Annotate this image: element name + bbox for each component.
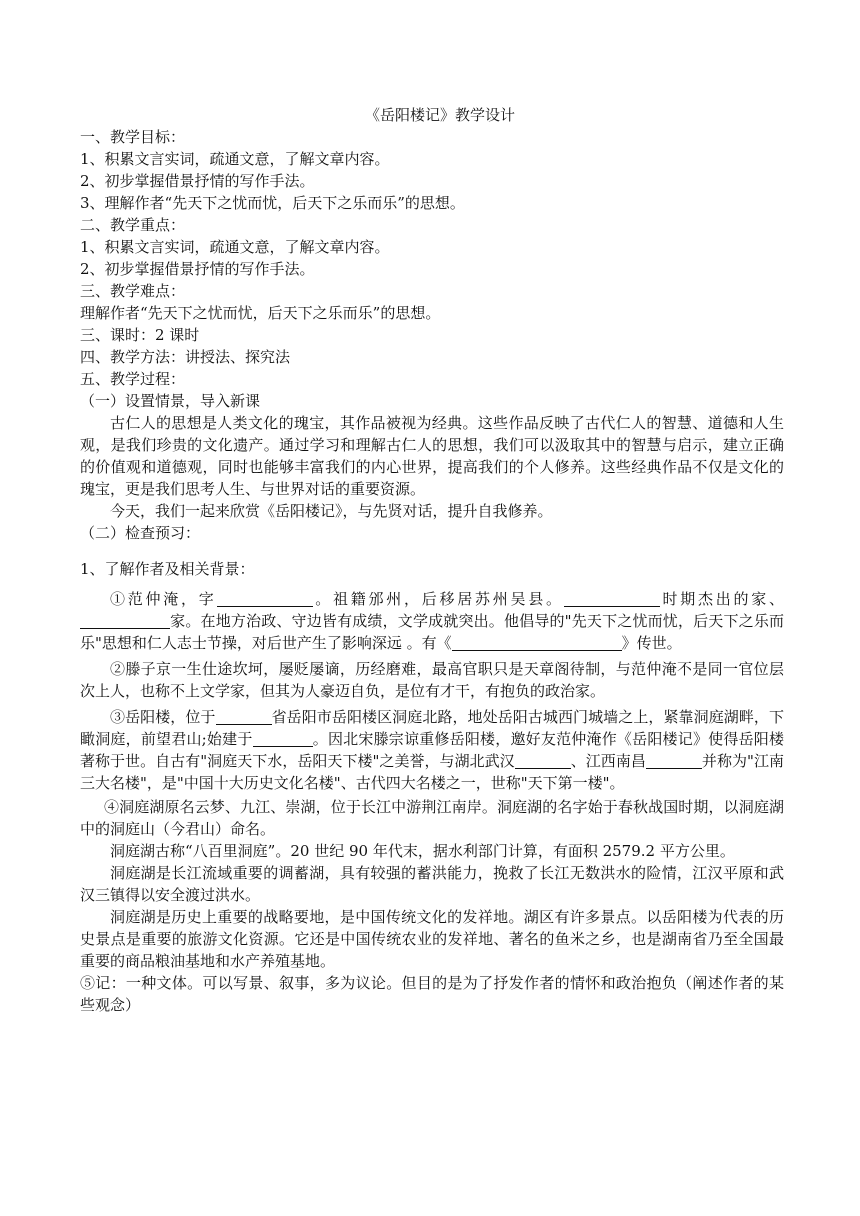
text-span: ①范仲淹，字	[110, 590, 217, 608]
text-span: 、江西南昌	[570, 752, 646, 770]
text-span: 。祖籍邠州，后移居苏州吴县。	[312, 590, 564, 608]
fill-blank[interactable]	[564, 590, 660, 607]
background-heading: 1、了解作者及相关背景：	[80, 560, 255, 578]
section-methods: 四、教学方法：讲授法、探究法	[80, 348, 291, 366]
section-class-hours: 三、课时：2 课时	[80, 326, 200, 344]
section-objectives-heading: 一、教学目标：	[80, 128, 186, 146]
section-process-heading: 五、教学过程：	[80, 370, 186, 388]
fill-blank[interactable]	[80, 612, 170, 629]
text-span: 。因北宋滕宗谅重修岳阳楼，邀好友范仲淹作《岳阳楼记》使得岳阳楼著称于世。自古有"洞庭天下水，岳阳天下楼"之美誉，与湖北武汉	[80, 730, 784, 770]
document-body	[80, 104, 784, 1016]
text-span: 家。在地方治政、守边皆有成绩，文学成就突出。他倡导的"先天下之忧而忧，后天下之乐而乐"思想和仁人志士节操，对后世产生了影响深远 。有《	[80, 612, 784, 652]
dongting-paragraph: 洞庭湖是历史上重要的战略要地，是中国传统文化的发祥地。湖区有许多景点。以岳阳楼为代表的历史景点是重要的旅游文化资源。它还是中国传统农业的发祥地、著名的鱼米之乡，也是湖南省乃至全国最重要的商品粮油基地和水产养殖基地。	[80, 908, 784, 970]
ji-genre-paragraph: ⑤记：一种文体。可以写景、叙事，多为议论。但目的是为了抒发作者的情怀和政治抱负（阐述作者的某些观念）	[80, 974, 784, 1014]
objective-item: 3、理解作者“先天下之忧而忧，后天下之乐而乐”的思想。	[80, 194, 465, 212]
key-point-item: 2、初步掌握借景抒情的写作手法。	[80, 260, 315, 278]
key-point-item: 1、积累文言实词，疏通文意，了解文章内容。	[80, 238, 390, 256]
intro-paragraph: 今天，我们一起来欣赏《岳阳楼记》，与先贤对话，提升自我修养。	[110, 502, 553, 520]
fill-blank[interactable]	[216, 708, 272, 725]
dongting-paragraph: 洞庭湖古称“八百里洞庭”。20 世纪 90 年代末，据水利部门计算，有面积 2579.2 平方公里。	[110, 842, 735, 860]
text-span: 》传世。	[621, 634, 682, 652]
section-key-points-heading: 二、教学重点：	[80, 216, 186, 234]
difficulty-text: 理解作者“先天下之忧而忧，后天下之乐而乐”的思想。	[80, 304, 441, 322]
intro-paragraph: 古仁人的思想是人类文化的瑰宝，其作品被视为经典。这些作品反映了古代仁人的智慧、道德和人生观，是我们珍贵的文化遗产。通过学习和理解古仁人的思想，我们可以汲取其中的智慧与启示，建立正确的价值观和道德观，同时也能够丰富我们的内心世界，提高我们的个人修养。这些经典作品不仅是文化的瑰宝，更是我们思考人生、与世界对话的重要资源。	[80, 414, 784, 498]
text-span: 并称为"江南三大名楼"，是"中国十大历史文化名楼"、古代四大名楼之一，世称"天下第一楼"。	[80, 752, 784, 792]
subsection-preview-heading: （二）检查预习：	[80, 524, 201, 542]
yueyang-tower-paragraph	[80, 706, 784, 794]
objective-item: 2、初步掌握借景抒情的写作手法。	[80, 172, 315, 190]
subsection-intro-heading: （一）设置情景，导入新课	[80, 392, 261, 410]
objective-item: 1、积累文言实词，疏通文意，了解文章内容。	[80, 150, 390, 168]
teng-zijing-paragraph: ②滕子京一生仕途坎坷，屡贬屡谪，历经磨难，最高官职只是天章阁待制，与范仲淹不是同一官位层次上人，也称不上文学家，但其为人豪迈自负，是位有才干，有抱负的政治家。	[80, 660, 784, 700]
fill-blank[interactable]	[217, 590, 313, 607]
document-title: 《岳阳楼记》教学设计	[364, 106, 515, 124]
fill-blank[interactable]	[253, 730, 313, 747]
text-span: 时期杰出的家、	[659, 590, 784, 608]
dongting-paragraph: 洞庭湖是长江流域重要的调蓄湖，具有较强的蓄洪能力，挽救了长江无数洪水的险情，江汉平原和武汉三镇得以安全渡过洪水。	[80, 864, 784, 904]
fill-blank[interactable]	[515, 752, 571, 769]
section-difficulty-heading: 三、教学难点：	[80, 282, 186, 300]
text-span: 省岳阳市岳阳楼区洞庭北路，地处岳阳古城西门城墙之上，紧靠洞庭湖畔，下瞰洞庭，前望君山;始建于	[80, 708, 784, 748]
fill-blank[interactable]	[452, 634, 622, 651]
fan-zhongyan-paragraph	[80, 588, 784, 654]
dongting-paragraph: ④洞庭湖原名云梦、九江、崇湖，位于长江中游荆江南岸。洞庭湖的名字始于春秋战国时期，以洞庭湖中的洞庭山（今君山）命名。	[80, 798, 784, 838]
text-span: ③岳阳楼，位于	[110, 708, 216, 726]
fill-blank[interactable]	[646, 752, 702, 769]
